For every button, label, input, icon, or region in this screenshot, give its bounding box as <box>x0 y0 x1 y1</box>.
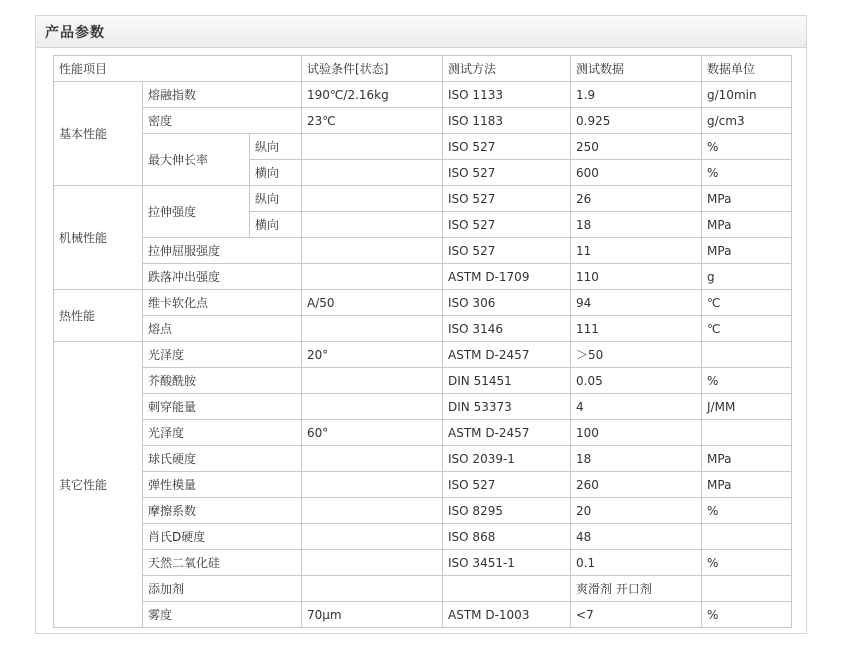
value-cell: 0.1 <box>571 550 702 576</box>
condition-cell <box>302 134 443 160</box>
table-row <box>54 602 792 628</box>
method-cell: ASTM D-2457 <box>443 342 571 368</box>
value-cell: 600 <box>571 160 702 186</box>
method-cell: ISO 527 <box>443 134 571 160</box>
unit-cell: % <box>702 550 792 576</box>
unit-cell: % <box>702 602 792 628</box>
product-params-panel <box>35 15 807 634</box>
value-cell: 11 <box>571 238 702 264</box>
property-sub: 横向 <box>250 160 302 186</box>
table-row <box>54 498 792 524</box>
table-row <box>54 108 792 134</box>
unit-cell: g/10min <box>702 82 792 108</box>
property-name: 熔融指数 <box>143 82 302 108</box>
method-cell: DIN 53373 <box>443 394 571 420</box>
condition-cell <box>302 550 443 576</box>
method-cell: ASTM D-2457 <box>443 420 571 446</box>
unit-cell: MPa <box>702 186 792 212</box>
property-name: 雾度 <box>143 602 302 628</box>
header-value: 测试数据 <box>571 56 702 82</box>
value-cell: 0.925 <box>571 108 702 134</box>
condition-cell <box>302 212 443 238</box>
value-cell: 20 <box>571 498 702 524</box>
group-mechanical: 机械性能 <box>54 186 143 290</box>
property-name: 摩擦系数 <box>143 498 302 524</box>
params-table <box>53 55 792 628</box>
method-cell: ASTM D-1003 <box>443 602 571 628</box>
method-cell: ISO 527 <box>443 472 571 498</box>
method-cell: ISO 1183 <box>443 108 571 134</box>
method-cell: ISO 868 <box>443 524 571 550</box>
unit-cell: ℃ <box>702 290 792 316</box>
condition-cell: 190℃/2.16kg <box>302 82 443 108</box>
unit-cell: g <box>702 264 792 290</box>
group-other: 其它性能 <box>54 342 143 628</box>
condition-cell <box>302 264 443 290</box>
condition-cell <box>302 316 443 342</box>
condition-cell: 70µm <box>302 602 443 628</box>
table-row <box>54 394 792 420</box>
condition-cell: 60° <box>302 420 443 446</box>
panel-header <box>36 16 806 48</box>
header-method: 测试方法 <box>443 56 571 82</box>
table-row <box>54 82 792 108</box>
condition-cell <box>302 160 443 186</box>
property-name: 光泽度 <box>143 420 302 446</box>
property-name: 刺穿能量 <box>143 394 302 420</box>
unit-cell: MPa <box>702 212 792 238</box>
unit-cell: MPa <box>702 238 792 264</box>
unit-cell: MPa <box>702 472 792 498</box>
property-name: 天然二氧化硅 <box>143 550 302 576</box>
condition-cell: 20° <box>302 342 443 368</box>
value-cell: ＞50 <box>571 342 702 368</box>
value-cell: 1.9 <box>571 82 702 108</box>
table-row <box>54 134 792 160</box>
value-cell: 260 <box>571 472 702 498</box>
group-thermal: 热性能 <box>54 290 143 342</box>
value-cell: 爽滑剂 开口剂 <box>571 576 702 602</box>
header-condition: 试验条件[状态] <box>302 56 443 82</box>
property-name: 熔点 <box>143 316 302 342</box>
condition-cell <box>302 238 443 264</box>
table-header-row <box>54 56 792 82</box>
property-name: 拉伸强度 <box>143 186 250 238</box>
method-cell: ISO 527 <box>443 238 571 264</box>
unit-cell <box>702 420 792 446</box>
value-cell: 250 <box>571 134 702 160</box>
value-cell: 110 <box>571 264 702 290</box>
property-name: 最大伸长率 <box>143 134 250 186</box>
property-name: 维卡软化点 <box>143 290 302 316</box>
unit-cell <box>702 576 792 602</box>
unit-cell: ℃ <box>702 316 792 342</box>
unit-cell: MPa <box>702 446 792 472</box>
property-sub: 横向 <box>250 212 302 238</box>
condition-cell <box>302 368 443 394</box>
table-row <box>54 576 792 602</box>
method-cell: ASTM D-1709 <box>443 264 571 290</box>
unit-cell <box>702 524 792 550</box>
table-row <box>54 290 792 316</box>
panel-title: 产品参数 <box>45 25 105 41</box>
value-cell: 111 <box>571 316 702 342</box>
table-row <box>54 472 792 498</box>
method-cell <box>443 576 571 602</box>
value-cell: 100 <box>571 420 702 446</box>
unit-cell: % <box>702 498 792 524</box>
unit-cell: J/MM <box>702 394 792 420</box>
method-cell: ISO 527 <box>443 212 571 238</box>
method-cell: ISO 8295 <box>443 498 571 524</box>
method-cell: DIN 51451 <box>443 368 571 394</box>
condition-cell <box>302 186 443 212</box>
property-name: 球氏硬度 <box>143 446 302 472</box>
value-cell: 48 <box>571 524 702 550</box>
table-row <box>54 420 792 446</box>
table-row <box>54 342 792 368</box>
property-name: 弹性模量 <box>143 472 302 498</box>
unit-cell: % <box>702 368 792 394</box>
method-cell: ISO 306 <box>443 290 571 316</box>
value-cell: <7 <box>571 602 702 628</box>
table-row <box>54 524 792 550</box>
property-name: 密度 <box>143 108 302 134</box>
value-cell: 26 <box>571 186 702 212</box>
method-cell: ISO 3451-1 <box>443 550 571 576</box>
property-name: 肖氏D硬度 <box>143 524 302 550</box>
condition-cell: 23℃ <box>302 108 443 134</box>
table-row <box>54 550 792 576</box>
method-cell: ISO 527 <box>443 160 571 186</box>
property-name: 添加剂 <box>143 576 302 602</box>
property-name: 光泽度 <box>143 342 302 368</box>
property-sub: 纵向 <box>250 186 302 212</box>
condition-cell <box>302 576 443 602</box>
table-row <box>54 446 792 472</box>
condition-cell <box>302 446 443 472</box>
property-name: 拉伸屈服强度 <box>143 238 302 264</box>
method-cell: ISO 1133 <box>443 82 571 108</box>
table-row <box>54 238 792 264</box>
value-cell: 18 <box>571 212 702 238</box>
unit-cell: % <box>702 160 792 186</box>
condition-cell <box>302 498 443 524</box>
condition-cell <box>302 394 443 420</box>
unit-cell <box>702 342 792 368</box>
value-cell: 4 <box>571 394 702 420</box>
method-cell: ISO 527 <box>443 186 571 212</box>
value-cell: 94 <box>571 290 702 316</box>
header-unit: 数据单位 <box>702 56 792 82</box>
property-name: 跌落冲出强度 <box>143 264 302 290</box>
value-cell: 18 <box>571 446 702 472</box>
value-cell: 0.05 <box>571 368 702 394</box>
unit-cell: g/cm3 <box>702 108 792 134</box>
condition-cell: A/50 <box>302 290 443 316</box>
property-sub: 纵向 <box>250 134 302 160</box>
condition-cell <box>302 472 443 498</box>
method-cell: ISO 2039-1 <box>443 446 571 472</box>
property-name: 芥酸酰胺 <box>143 368 302 394</box>
unit-cell: % <box>702 134 792 160</box>
table-row <box>54 368 792 394</box>
table-row <box>54 186 792 212</box>
table-row <box>54 264 792 290</box>
table-row <box>54 316 792 342</box>
method-cell: ISO 3146 <box>443 316 571 342</box>
group-basic: 基本性能 <box>54 82 143 186</box>
header-item: 性能项目 <box>54 56 302 82</box>
condition-cell <box>302 524 443 550</box>
